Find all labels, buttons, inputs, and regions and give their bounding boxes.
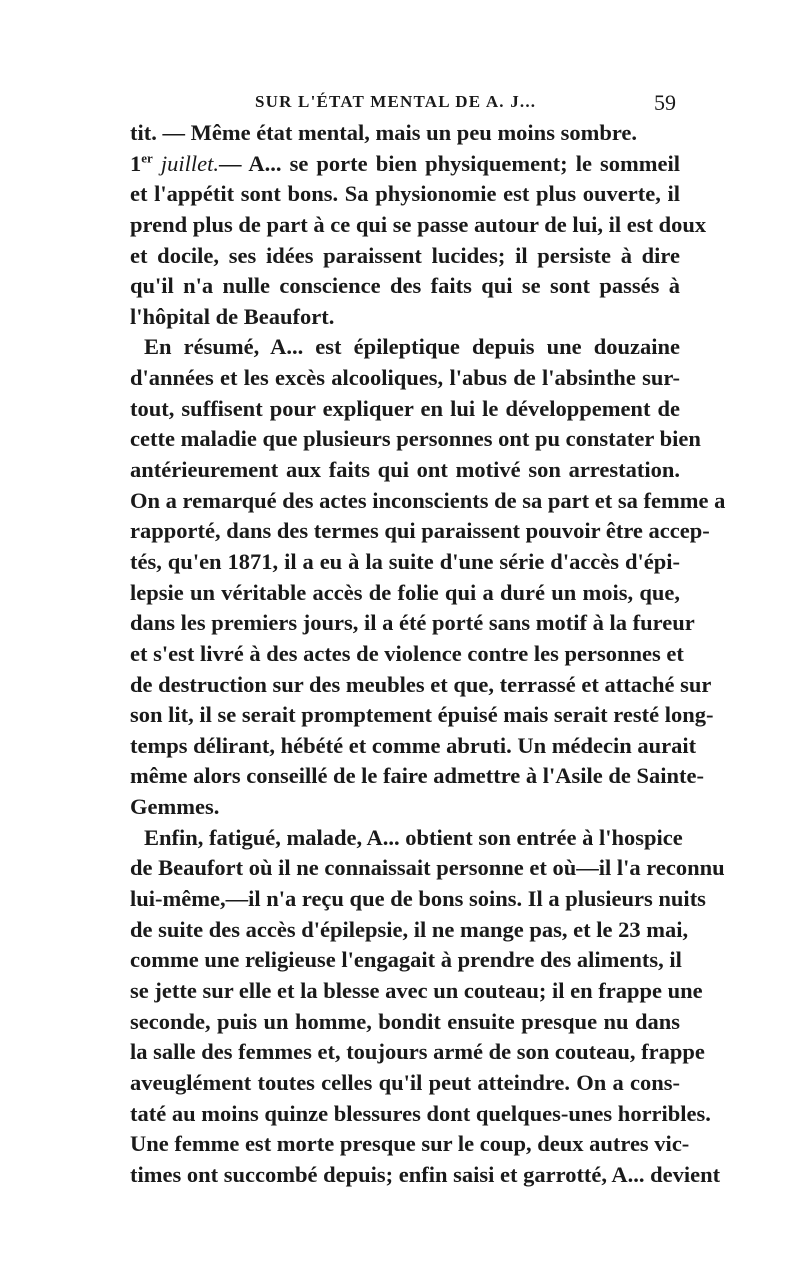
line-text: lepsie un véritable accès de folie qui a duré un mois, que, bbox=[130, 579, 680, 605]
text-line bbox=[130, 1007, 680, 1038]
line-text: rapporté, dans des termes qui paraissent pouvoir être accep- bbox=[130, 518, 710, 544]
text-line bbox=[130, 761, 705, 792]
text-line bbox=[130, 1099, 711, 1130]
line-text: la salle des femmes et, toujours armé de son couteau, frappe bbox=[130, 1039, 705, 1065]
line-text: tit. — Même état mental, mais un peu moins sombre. bbox=[130, 120, 638, 145]
text-line bbox=[130, 945, 680, 976]
line-text: On a remarqué des actes inconscients de sa part et sa femme a bbox=[130, 487, 726, 513]
line-text: times ont succombé depuis; enfin saisi et garrotté, A... devient bbox=[130, 1161, 721, 1187]
line-text: et s'est livré à des actes de violence contre les personnes et bbox=[130, 640, 684, 666]
text-line bbox=[130, 578, 680, 609]
line-text: temps délirant, hébété et comme abruti. Un médecin aurait bbox=[130, 732, 697, 758]
text-line bbox=[130, 363, 680, 394]
text-line bbox=[130, 608, 695, 639]
text-line bbox=[130, 792, 680, 823]
text-line bbox=[130, 486, 726, 517]
line-text: Enfin, fatigué, malade, A... obtient son entrée à l'hospice bbox=[144, 824, 683, 850]
text-line bbox=[130, 302, 680, 333]
date-day: 1 bbox=[130, 150, 142, 176]
body-text bbox=[130, 118, 726, 1190]
line-text: de destruction sur des meubles et que, terrassé et attaché sur bbox=[130, 671, 712, 697]
page-header bbox=[130, 90, 680, 118]
text-line bbox=[130, 455, 680, 486]
line-text: son lit, il se serait promptement épuisé mais serait resté long- bbox=[130, 702, 714, 728]
text-line bbox=[130, 547, 680, 578]
line-text: tout, suffisent pour expliquer en lui le développement de bbox=[130, 395, 680, 421]
text-line bbox=[130, 1160, 721, 1191]
text-line bbox=[130, 670, 712, 701]
line-text: prend plus de part à ce qui se passe autour de lui, il est doux bbox=[130, 211, 707, 237]
text-line bbox=[130, 1068, 680, 1099]
line-text: et docile, ses idées paraissent lucides; il persiste à dire bbox=[130, 242, 680, 268]
text-line bbox=[130, 271, 680, 302]
text-line bbox=[130, 149, 680, 180]
line-text: qu'il n'a nulle conscience des faits qui se sont passés à bbox=[130, 273, 680, 299]
line-text: aveuglément toutes celles qu'il peut atteindre. On a cons- bbox=[130, 1069, 680, 1095]
text-line bbox=[130, 639, 684, 670]
running-title: SUR L'ÉTAT MENTAL DE A. J... bbox=[255, 92, 537, 111]
text-line bbox=[130, 210, 707, 241]
text-line bbox=[130, 118, 680, 149]
text-line bbox=[130, 241, 680, 272]
text-line bbox=[130, 853, 725, 884]
line-text: dans les premiers jours, il a été porté sans motif à la fureur bbox=[130, 610, 695, 636]
line-text: En résumé, A... est épileptique depuis une douzaine bbox=[144, 334, 680, 360]
date-ordinal-superscript: er bbox=[141, 150, 153, 166]
line-text: seconde, puis un homme, bondit ensuite presque nu dans bbox=[130, 1008, 680, 1034]
text-line bbox=[130, 884, 706, 915]
line-text: d'années et les excès alcooliques, l'abus de l'absinthe sur- bbox=[130, 365, 680, 391]
text-line bbox=[130, 700, 714, 731]
line-text: Gemmes. bbox=[130, 794, 220, 820]
line-text: comme une religieuse l'engagait à prendre des aliments, il bbox=[130, 947, 682, 973]
page-number: 59 bbox=[654, 90, 676, 115]
line-text: l'hôpital de Beaufort. bbox=[130, 303, 335, 329]
date-month-italic: juillet. bbox=[152, 150, 220, 176]
text-line bbox=[130, 976, 703, 1007]
line-text: se jette sur elle et la blesse avec un couteau; il en frappe une bbox=[130, 977, 703, 1003]
line-text: lui-même,—il n'a reçu que de bons soins. Il a plusieurs nuits bbox=[130, 886, 706, 912]
text-line bbox=[130, 823, 683, 854]
text-line bbox=[130, 332, 680, 363]
line-text: taté au moins quinze blessures dont quelques-unes horribles. bbox=[130, 1100, 711, 1126]
text-line bbox=[130, 394, 680, 425]
text-line bbox=[130, 516, 710, 547]
line-text: tés, qu'en 1871, il a eu à la suite d'une série d'accès d'épi- bbox=[130, 548, 680, 574]
text-line bbox=[130, 731, 697, 762]
line-text: de suite des accès d'épilepsie, il ne mange pas, et le 23 mai, bbox=[130, 916, 689, 942]
line-text: cette maladie que plusieurs personnes ont pu constater bien bbox=[130, 426, 701, 452]
text-line bbox=[130, 1037, 705, 1068]
text-line bbox=[130, 424, 701, 455]
text-line bbox=[130, 179, 680, 210]
text-line bbox=[130, 1129, 690, 1160]
line-text: Une femme est morte presque sur le coup, deux autres vic- bbox=[130, 1131, 690, 1157]
line-text: même alors conseillé de le faire admettre à l'Asile de Sainte- bbox=[130, 763, 705, 789]
line-text: antérieurement aux faits qui ont motivé son arrestation. bbox=[130, 457, 680, 483]
line-text: — A... se porte bien physiquement; le sommeil bbox=[219, 150, 680, 176]
line-text: de Beaufort où il ne connaissait personne et où—il l'a reconnu bbox=[130, 855, 725, 881]
text-line bbox=[130, 915, 689, 946]
line-text: et l'appétit sont bons. Sa physionomie est plus ouverte, il bbox=[130, 181, 680, 207]
